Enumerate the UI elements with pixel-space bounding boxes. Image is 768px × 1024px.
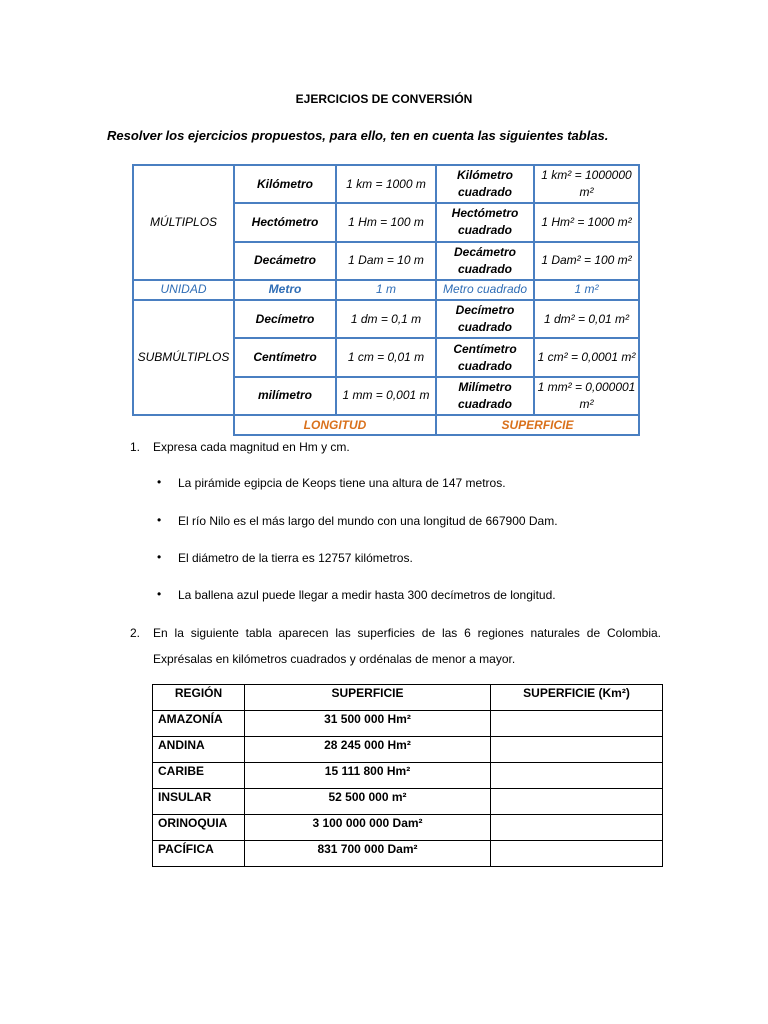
superficie-cell: 31 500 000 Hm² xyxy=(245,711,491,737)
square-unit-equivalence: 1 mm² = 0,000001 m² xyxy=(534,377,639,415)
square-unit-equivalence: 1 cm² = 0,0001 m² xyxy=(534,338,639,376)
exercise-line: Exprésalas en kilómetros cuadrados y ordénalas de menor a mayor. xyxy=(153,652,516,666)
unit-name: Hectómetro xyxy=(234,203,336,241)
km2-cell[interactable] xyxy=(491,841,663,867)
region-table xyxy=(152,684,663,867)
square-unit-name: Centímetro cuadrado xyxy=(436,338,534,376)
km2-cell[interactable] xyxy=(491,789,663,815)
bullet-icon: • xyxy=(157,513,162,527)
table-row xyxy=(153,763,663,789)
unit-equivalence: 1 mm = 0,001 m xyxy=(336,377,436,415)
square-unit-name: Hectómetro cuadrado xyxy=(436,203,534,241)
table-row xyxy=(133,300,639,338)
unit-name: milímetro xyxy=(234,377,336,415)
unit-name: Centímetro xyxy=(234,338,336,376)
square-unit-equivalence: 1 m² xyxy=(534,280,639,300)
square-unit-equivalence: 1 dm² = 0,01 m² xyxy=(534,300,639,338)
table-row xyxy=(133,415,639,435)
list-item: El diámetro de la tierra es 12757 kilómetros. xyxy=(178,551,413,565)
exercise-text: Expresa cada magnitud en Hm y cm. xyxy=(153,440,350,454)
square-unit-name: Decámetro cuadrado xyxy=(436,242,534,280)
table-row xyxy=(153,711,663,737)
region-cell: ANDINA xyxy=(153,737,245,763)
superficie-cell: 52 500 000 m² xyxy=(245,789,491,815)
unit-equivalence: 1 m xyxy=(336,280,436,300)
unit-equivalence: 1 Dam = 10 m xyxy=(336,242,436,280)
region-cell: ORINOQUIA xyxy=(153,815,245,841)
square-unit-name: Milímetro cuadrado xyxy=(436,377,534,415)
table-row xyxy=(153,815,663,841)
list-item: El río Nilo es el más largo del mundo con una longitud de 667900 Dam. xyxy=(178,514,558,528)
region-cell: INSULAR xyxy=(153,789,245,815)
column-header: REGIÓN xyxy=(153,685,245,711)
table-header-row xyxy=(153,685,663,711)
unit-name: Decámetro xyxy=(234,242,336,280)
superficie-cell: 15 111 800 Hm² xyxy=(245,763,491,789)
table-row xyxy=(153,737,663,763)
unit-equivalence: 1 dm = 0,1 m xyxy=(336,300,436,338)
square-unit-name: Decímetro cuadrado xyxy=(436,300,534,338)
km2-cell[interactable] xyxy=(491,763,663,789)
conversion-table xyxy=(132,164,640,436)
unit-name: Decímetro xyxy=(234,300,336,338)
page-title: EJERCICIOS DE CONVERSIÓN xyxy=(295,92,473,106)
superficie-label: SUPERFICIE xyxy=(436,415,639,435)
table-row xyxy=(153,841,663,867)
unit-equivalence: 1 Hm = 100 m xyxy=(336,203,436,241)
instructions: Resolver los ejercicios propuestos, para ello, ten en cuenta las siguientes tablas. xyxy=(107,128,609,143)
submultiplos-label: SUBMÚLTIPLOS xyxy=(133,300,234,415)
exercise-text xyxy=(153,620,661,672)
list-item: La ballena azul puede llegar a medir hasta 300 decímetros de longitud. xyxy=(178,588,556,602)
superficie-cell: 831 700 000 Dam² xyxy=(245,841,491,867)
superficie-cell: 28 245 000 Hm² xyxy=(245,737,491,763)
exercise-number: 1. xyxy=(130,440,141,454)
square-unit-equivalence: 1 km² = 1000000 m² xyxy=(534,165,639,203)
unidad-label: UNIDAD xyxy=(133,280,234,300)
exercise-number: 2. xyxy=(130,626,141,640)
km2-cell[interactable] xyxy=(491,737,663,763)
list-item: La pirámide egipcia de Keops tiene una altura de 147 metros. xyxy=(178,476,506,490)
superficie-cell: 3 100 000 000 Dam² xyxy=(245,815,491,841)
multiplos-label: MÚLTIPLOS xyxy=(133,165,234,280)
longitud-label: LONGITUD xyxy=(234,415,436,435)
table-row xyxy=(153,789,663,815)
bullet-icon: • xyxy=(157,475,162,489)
table-row xyxy=(133,280,639,300)
square-unit-equivalence: 1 Dam² = 100 m² xyxy=(534,242,639,280)
region-cell: AMAZONÍA xyxy=(153,711,245,737)
bullet-icon: • xyxy=(157,550,162,564)
square-unit-name: Kilómetro cuadrado xyxy=(436,165,534,203)
region-cell: CARIBE xyxy=(153,763,245,789)
unit-equivalence: 1 cm = 0,01 m xyxy=(336,338,436,376)
unit-name: Metro xyxy=(234,280,336,300)
square-unit-equivalence: 1 Hm² = 1000 m² xyxy=(534,203,639,241)
unit-name: Kilómetro xyxy=(234,165,336,203)
region-cell: PACÍFICA xyxy=(153,841,245,867)
square-unit-name: Metro cuadrado xyxy=(436,280,534,300)
unit-equivalence: 1 km = 1000 m xyxy=(336,165,436,203)
column-header: SUPERFICIE xyxy=(245,685,491,711)
km2-cell[interactable] xyxy=(491,815,663,841)
bullet-icon: • xyxy=(157,587,162,601)
column-header: SUPERFICIE (Km²) xyxy=(491,685,663,711)
table-row xyxy=(133,165,639,203)
km2-cell[interactable] xyxy=(491,711,663,737)
exercise-line: En la siguiente tabla aparecen las superficies de las 6 regiones naturales de Colombia. xyxy=(153,626,661,640)
